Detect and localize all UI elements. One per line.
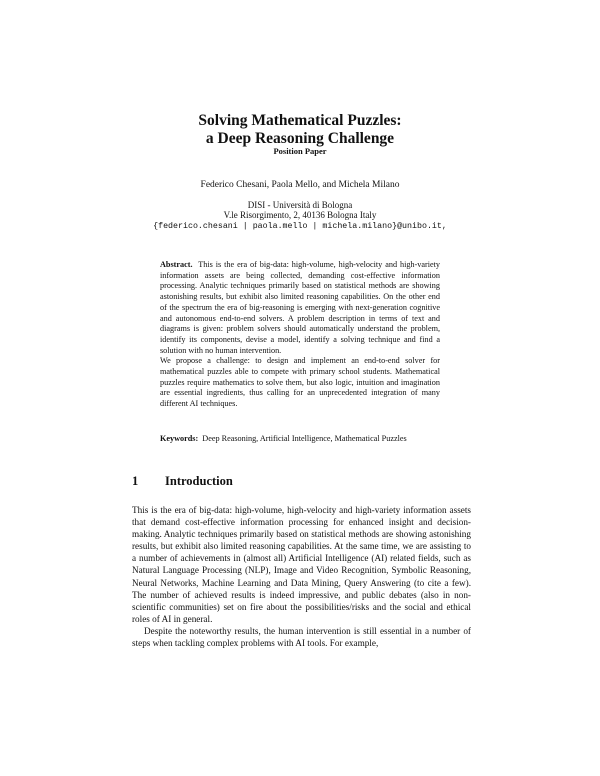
intro-paragraph-2: Despite the noteworthy results, the human intervention is still essential in a number of steps when tackling complex problems with AI tools. For example, — [132, 625, 471, 649]
intro-paragraph-1: This is the era of big-data: high-volume, high-velocity and high-variety information assets that demand cost-effective information processing for enhanced insight and decision-making. Analytic techniques primarily based on statistical methods are showing astonishing results, but exhibit also limited reasoning capabilities. At the same time, we are assisting to a number of achievements in (almost all) Artificial Intelligence (AI) related fields, such as Natural Language Processing (NLP), Image and Video Recognition, Symbolic Reasoning, Neural Networks, Machine Learning and Data Mining, Query Answering (to cite a few). The number of achieved results is indeed impressive, and public debates (also in non-scientific communities) set on fire about the possibilities/risks and the social and ethical roles of AI in general. — [132, 505, 471, 624]
keywords-label: Keywords: — [160, 434, 199, 443]
section-title: Introduction — [165, 474, 233, 488]
abstract-paragraph-2: We propose a challenge: to design and implement an end-to-end solver for mathematical puzzles able to compete with primary school students. Mathematical puzzles require mathematics to solve them, but also logic, intuition and imagination are essential ingredients, thus calling for an unprecedented integration of many different AI techniques. — [160, 356, 440, 409]
affiliation-address: V.le Risorgimento, 2, 40136 Bologna Italy — [223, 210, 377, 220]
abstract-paragraph-1 — [160, 260, 440, 356]
affiliation-department: DISI - Università di Bologna — [247, 200, 353, 210]
paper-subtitle: Position Paper — [273, 146, 327, 156]
introduction-body — [132, 504, 471, 649]
paper-title-line-1: Solving Mathematical Puzzles: — [198, 112, 402, 129]
section-number: 1 — [132, 474, 139, 488]
author-list: Federico Chesani, Paola Mello, and Michela Milano — [200, 180, 400, 190]
keywords — [160, 434, 440, 445]
abstract-label: Abstract. — [160, 260, 193, 269]
author-emails: {federico.chesani | paola.mello | michela.milano}@unibo.it, — [153, 222, 447, 231]
section-heading — [132, 474, 233, 489]
paper-title-line-2: a Deep Reasoning Challenge — [205, 130, 395, 147]
abstract-text-1: This is the era of big-data: high-volume, high-velocity and high-variety information assets are being collected, demanding cost-effective information processing. Analytic techniques primarily based on statistical methods are showing astonishing results, but exhibit also limited reasoning capabilities. On the other end of the spectrum the era of big-reasoning is emerging with next-generation cognitive and autonomous end-to-end solvers. A problem description in terms of text and diagrams is given: problem solvers should automatically understand the problem, identify its components, devise a model, identify a solving technique and find a solution with no human intervention. — [160, 260, 440, 355]
keywords-text: Deep Reasoning, Artificial Intelligence, Mathematical Puzzles — [202, 434, 407, 443]
abstract — [160, 260, 440, 410]
